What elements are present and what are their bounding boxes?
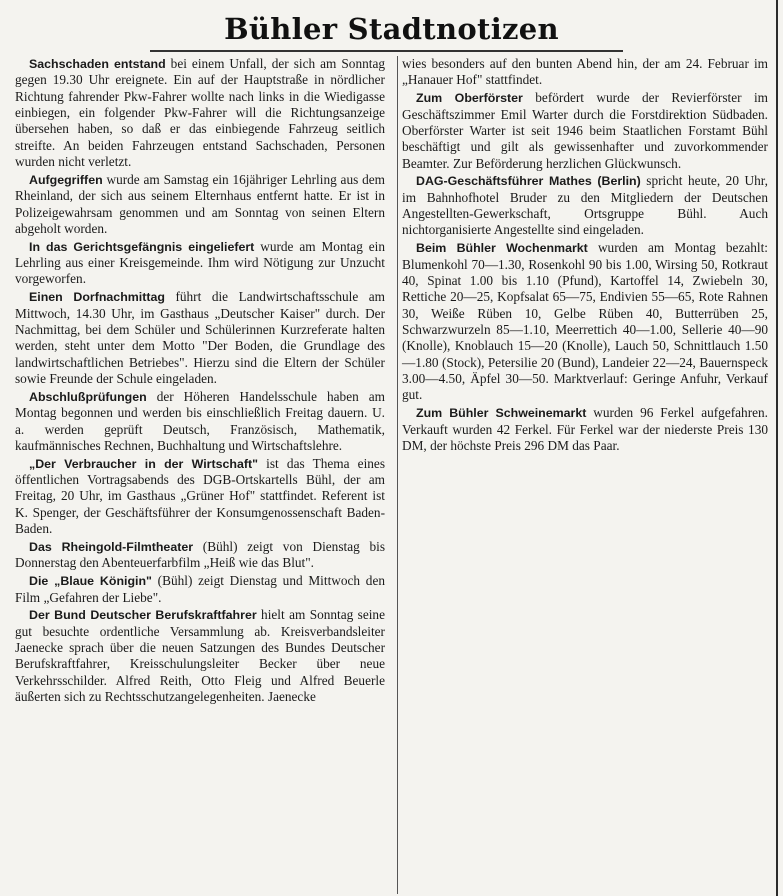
article-paragraph bbox=[15, 56, 385, 170]
article-text: wurde am Montag ein Lehrling aus einer Kreisgemeinde. Ihm wird Nötigung zur Unzucht vorgeworfen. bbox=[15, 238, 385, 287]
article-paragraph bbox=[402, 405, 768, 454]
article-paragraph bbox=[15, 172, 385, 237]
article-text: wurden am Montag bezahlt: Blumenkohl 70—1.30, Rosenkohl 90 bis 1.00, Wirsing 50, Rotkraut 40, Spinat 1.00 bis 1.10 (Pfund), Kartoffel 14, Zwiebeln 30, Rettiche 20—25, Kopfsalat 65—75, Endivien 55—65, Rote Rahnen 30, Weiße Rüben 10, Gelbe Rüben 40, Butterrüben 25, Schwarzwurzeln 85—1.10, Meerrettich 40—1.00, Sellerie 40—90 (Knolle), Knoblauch 15—20 (Knolle), Lauch 50, Schnittlauch 1.50—1.80 (Stock), Petersilie 20 (Bund), Landeier 22—24, Bauernspeck 3.00—4.50, Äpfel 30—50. Marktverlauf: Geringe Anfuhr, Verkauf gut. bbox=[402, 240, 768, 403]
article-lead: Zum Oberförster bbox=[416, 91, 523, 106]
article-lead: Der Bund Deutscher Berufskraftfahrer bbox=[29, 608, 257, 623]
article-text: führt die Landwirtschaftsschule am Mittwoch, 14.30 Uhr, im Gasthaus „Deutscher Kaiser" durch. Der Nachmittag, bei dem Schüler und Schülerinnen Kurzreferate halten werden, steht unter dem Motto "Der Boden, die Grundlage des landwirtschaftlichen Betriebes". Hierzu sind die Eltern der Schüler sowie Freunde der Schule eingeladen. bbox=[15, 289, 385, 387]
article-text: (Bühl) zeigt von Dienstag bis Donnerstag den Abenteuerfarbfilm „Heiß wie das Blut". bbox=[15, 538, 385, 571]
right-column bbox=[402, 56, 768, 456]
title-rule bbox=[150, 50, 623, 52]
article-lead: „Der Verbraucher in der Wirtschaft" bbox=[29, 456, 258, 471]
article-lead: Zum Bühler Schweinemarkt bbox=[416, 406, 587, 421]
article-text: (Bühl) zeigt Dienstag und Mittwoch den Film „Gefahren der Liebe". bbox=[15, 573, 386, 605]
article-paragraph bbox=[15, 239, 385, 288]
left-column bbox=[15, 56, 385, 707]
article-paragraph bbox=[402, 173, 768, 238]
article-paragraph bbox=[15, 289, 385, 387]
article-text: hielt am Sonntag seine gut besuchte ordentliche Versammlung ab. Kreisverbandsleiter Jaenecke sprach über die neuen Satzungen des Bundes Deutscher Berufskraftfahrer, Kreisschulungsleiter Becker über neue Verkehrsschilder. Alfred Reith, Otto Fleig und Alfred Beuerle äußerten sich zu Rechtsschutzangelegenheiten. Jaenecke bbox=[15, 607, 385, 705]
page-edge bbox=[776, 0, 778, 896]
article-lead: Die „Blaue Königin" bbox=[29, 574, 152, 589]
article-text: ist das Thema eines öffentlichen Vortragsabends des DGB-Ortskartells Bühl, der am Freitag, 20 Uhr, im Gasthaus „Grüner Hof" stattfindet. Referent ist K. Spenger, der Geschäftsführer der Konsumgenossenschaft Baden-Baden. bbox=[15, 455, 385, 537]
article-paragraph bbox=[402, 90, 768, 172]
article-paragraph bbox=[15, 607, 385, 705]
article-text: wies besonders auf den bunten Abend hin, der am 24. Februar im „Hanauer Hof" stattfindet. bbox=[402, 56, 768, 88]
article-lead: Aufgegriffen bbox=[29, 172, 103, 187]
article-lead: Einen Dorfnachmittag bbox=[29, 290, 165, 305]
article-lead: DAG-Geschäftsführer Mathes (Berlin) bbox=[416, 174, 641, 189]
article-text: bei einem Unfall, der sich am Sonntag gegen 19.30 Uhr ereignete. Ein auf der Hauptstraße in nördlicher Richtung fahrender Pkw-Fahrer wollte nach links in die Wiedigasse einbiegen, ein folgender Pkw-Fahrer will die Richtungsanzeige übersehen haben, so daß er das einbiegende Fahrzeug seitlich streifte. An beiden Fahrzeugen entstand Sachschaden, Personen wurden nicht verletzt. bbox=[15, 56, 385, 170]
article-paragraph bbox=[15, 389, 385, 454]
article-text: wurden 96 Ferkel aufgefahren. Verkauft wurden 42 Ferkel. Für Ferkel war der niederste Preis 130 DM, der höchste Preis 296 DM das Paar. bbox=[402, 405, 768, 453]
article-paragraph bbox=[402, 56, 768, 89]
article-text: wurde am Samstag ein 16jähriger Lehrling aus dem Rheinland, der sich aus seinem Elternhaus entfernt hatte. Er ist in Polizeigewahrsam genommen und am Sonntag von seinen Eltern abgeholt worden. bbox=[15, 171, 385, 236]
article-lead: Das Rheingold-Filmtheater bbox=[29, 539, 194, 554]
article-text: der Höheren Handelsschule haben am Montag begonnen und werden bis einschließlich Freitag dauern. U. a. werden geprüft Deutsch, Französisch, Mathematik, kaufmännisches Rechnen, Buchhaltung und Wirtschaftslehre. bbox=[15, 388, 385, 453]
article-lead: In das Gerichtsgefängnis eingeliefert bbox=[29, 239, 255, 254]
article-lead: Sachschaden entstand bbox=[29, 57, 166, 71]
article-paragraph bbox=[15, 573, 385, 606]
article-paragraph bbox=[15, 539, 385, 572]
article-paragraph bbox=[402, 240, 768, 403]
article-paragraph bbox=[15, 456, 385, 538]
article-lead: Abschlußprüfungen bbox=[29, 389, 147, 404]
article-text: befördert wurde der Revierförster im Geschäftszimmer Emil Warter durch die Forstdirektion Südbaden. Oberförster Warter ist seit 1946 beim Staatlichen Forstamt Bühl beschäftigt und gilt als gewissenhafter und zuvorkommender Beamter. Zur Beförderung herzlichen Glückwunsch. bbox=[402, 90, 769, 171]
article-text: spricht heute, 20 Uhr, im Bahnhofhotel Bruder zu den Mitgliedern der Deutschen Angestellten-Gewerkschaft, Ortsgruppe Bühl. Auch nichtorganisierte Angestellte sind eingeladen. bbox=[402, 173, 768, 238]
column-divider bbox=[397, 56, 398, 894]
article-lead: Beim Bühler Wochenmarkt bbox=[416, 241, 588, 256]
page-title: Bühler Stadtnotizen bbox=[224, 12, 559, 46]
